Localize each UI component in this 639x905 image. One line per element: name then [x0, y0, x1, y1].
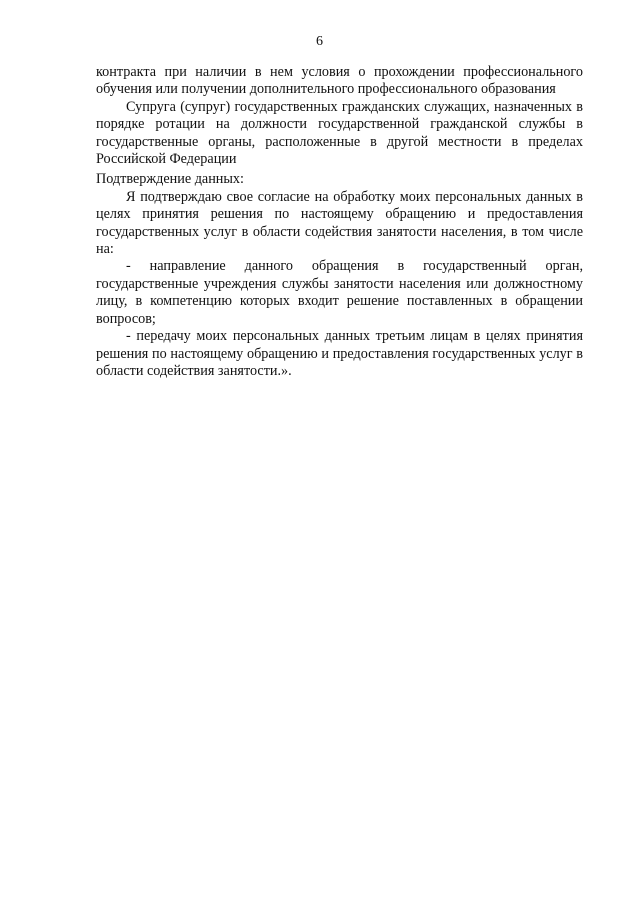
- paragraph-consent: Я подтверждаю свое согласие на обработку моих персональных данных в целях принятия решения по настоящему обращению и предоставления государственных услуг в области содействия занятости населения, в том числе на:: [96, 188, 583, 258]
- paragraph-spouses: Супруга (супруг) государственных гражданских служащих, назначенных в порядке ротации на должности государственной гражданской службы в государственные органы, расположенные в другой местности в пределах Российской Федерации: [96, 98, 583, 168]
- document-body: [96, 64, 583, 380]
- paragraph-consent-item-sending: - направление данного обращения в государственный орган, государственные учреждения службы занятости населения или должностному лицу, в компетенцию которых входит решение поставленных в обращении вопросов;: [96, 258, 583, 327]
- paragraph-continuation: контракта при наличии в нем условия о прохождении профессионального обучения или получении дополнительного профессионального образования: [96, 64, 583, 98]
- confirmation-heading: Подтверждение данных:: [96, 171, 244, 188]
- paragraph-consent-item-transfer: - передачу моих персональных данных третьим лицам в целях принятия решения по настоящему обращению и предоставления государственных услуг в области содействия занятости.».: [96, 328, 583, 379]
- page-number: 6: [316, 34, 323, 49]
